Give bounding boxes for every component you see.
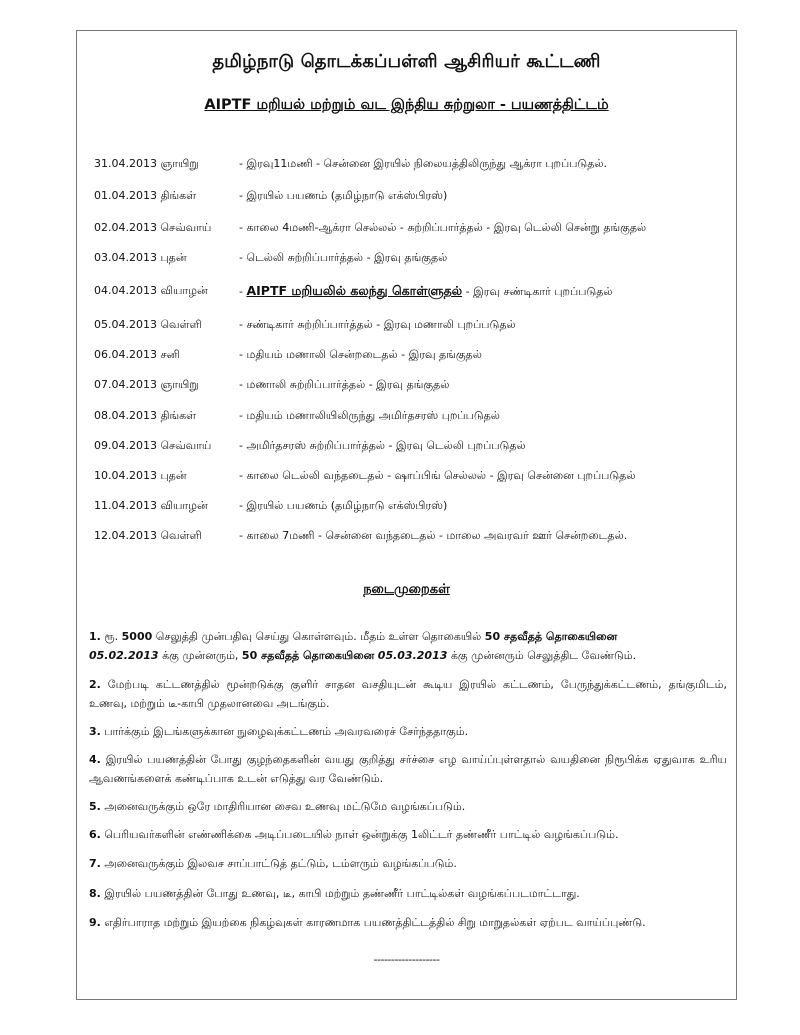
rule-number: 4. (89, 753, 101, 766)
itinerary-description: - காலை டெல்லி வந்தடைதல் - ஷாப்பிங் செல்லல் - இரவு சென்னை புறப்படுதல் (239, 469, 636, 482)
rule-item-3 (89, 723, 727, 742)
itinerary-date: 05.04.2013 வெள்ளி (94, 318, 202, 331)
rule-text: அனைவருக்கும் இலவச சாப்பாட்டுத் தட்டும், டம்ளரும் வழங்கப்படும். (100, 857, 457, 870)
itinerary-description: - டெல்லி சுற்றிப்பார்த்தல் - இரவு தங்குதல் (239, 251, 448, 264)
rule-item-1 (89, 628, 727, 665)
itinerary-date: 10.04.2013 புதன் (94, 469, 187, 482)
document-page (76, 30, 737, 1000)
itinerary-description: - இரயில் பயணம் (தமிழ்நாடு எக்ஸ்பிரஸ்) (239, 189, 448, 202)
itinerary-date: 01.04.2013 திங்கள் (94, 189, 197, 202)
rule-number: 9. (89, 916, 101, 929)
itinerary-description (239, 284, 613, 299)
rule-text: ரூ. (100, 630, 122, 643)
rule-text: செலுத்தி முன்பதிவு செய்து கொள்ளவும். மீதம் உள்ள தொகையில் (152, 630, 485, 643)
rule-number: 1. (89, 630, 101, 643)
itinerary-date: 02.04.2013 செவ்வாய் (94, 221, 212, 234)
itinerary-description: - மணாலி சுற்றிப்பார்த்தல் - இரவு தங்குதல் (239, 378, 450, 391)
rule-number: 3. (89, 725, 101, 738)
itinerary-date: 11.04.2013 வியாழன் (94, 499, 208, 512)
rule-number: 5. (89, 800, 101, 813)
itinerary-description: - மதியம் மணாலியிலிருந்து அமிர்தசரஸ் புறப்படுதல் (239, 409, 500, 422)
rule-number: 8. (89, 887, 101, 900)
itinerary-description: - காலை 7மணி - சென்னை வந்தடைதல் - மாலை அவரவர் ஊர் சென்றடைதல். (239, 529, 628, 542)
rule-item-4 (89, 751, 727, 788)
rule-emphasis: 50 சதவீதத் தொகையினை (484, 630, 618, 643)
page-subtitle: AIPTF மறியல் மற்றும் வட இந்திய சுற்றுலா - பயணத்திட்டம் (204, 97, 609, 113)
rule-item-9 (89, 914, 727, 933)
rule-text: இரயில் பயணத்தின் போது உணவு, டீ, காபி மற்றும் தண்ணீர் பாட்டில்கள் வழங்கப்படமாட்டாது. (100, 887, 580, 900)
itinerary-description: - மதியம் மணாலி சென்றடைதல் - இரவு தங்குதல் (239, 348, 482, 361)
itinerary-date: 12.04.2013 வெள்ளி (94, 529, 202, 542)
itinerary-description: - சண்டிகார் சுற்றிப்பார்த்தல் - இரவு மணாலி புறப்படுதல் (239, 318, 516, 331)
end-separator: ------------------- (373, 953, 440, 966)
rule-text: பார்க்கும் இடங்களுக்கான நுழைவுக்கட்டணம் அவரவரைச் சேர்ந்ததாகும். (100, 725, 469, 738)
rule-text: எதிர்பாராத மற்றும் இயற்கை நிகழ்வுகள் காரணமாக பயணத்திட்டத்தில் சிறு மாறுதல்கள் ஏற்பட வாய்ப்புண்டு. (100, 916, 646, 929)
rule-date: 05.02.2013 (89, 648, 159, 662)
rule-text: மேற்படி கட்டணத்தில் மூன்றடுக்கு குளிர் சாதன வசதியுடன் கூடிய இரயில் கட்டணம், பேருந்துக்கட்டணம், தங்குமிடம், உணவு, மற்றும் டீ-காபி முதலானவை அடங்கும். (89, 678, 727, 710)
itinerary-description: - இரயில் பயணம் (தமிழ்நாடு எக்ஸ்பிரஸ்) (239, 499, 448, 512)
rule-text: க்கு முன்னரும், (158, 648, 242, 662)
itinerary-date: 06.04.2013 சனி (94, 348, 180, 361)
rule-item-5 (89, 798, 727, 817)
rule-text: க்கு முன்னரும் செலுத்திட வேண்டும். (447, 648, 637, 662)
rule-item-8 (89, 885, 727, 904)
itinerary-description: - அமிர்தசரஸ் சுற்றிப்பார்த்தல் - இரவு டெல்லி புறப்படுதல் (239, 439, 526, 452)
itinerary-highlight: AIPTF மறியலில் கலந்து கொள்ளுதல் (246, 283, 463, 298)
rule-text: அனைவருக்கும் ஒரே மாதிரியான சைவ உணவு மட்டுமே வழங்கப்படும். (100, 800, 466, 813)
rule-amount: 5000 (121, 630, 153, 643)
itinerary-date: 07.04.2013 ஞாயிறு (94, 378, 199, 391)
rule-text: பெரியவர்களின் எண்ணிக்கை அடிப்படையில் நாள் ஒன்றுக்கு 1லிட்டர் தண்ணீர் பாட்டில் வழங்கப்படும். (100, 828, 619, 841)
rule-date: 05.03.2013 (377, 648, 448, 662)
rule-emphasis: 50 சதவீதத் தொகையினை (241, 648, 375, 662)
itinerary-date: 31.04.2013 ஞாயிறு (94, 157, 199, 170)
rule-text: இரயில் பயணத்தின் போது குழந்தைகளின் வயது குறித்து சர்ச்சை எழ வாய்ப்புள்ளதால் வயதினை நிரூபிக்க ஏதுவாக உரிய ஆவணங்களைக் கண்டிப்பாக உடன் எடுத்து வர வேண்டும். (89, 753, 727, 785)
rules-heading: நடைமுறைகள் (363, 582, 450, 597)
itinerary-description: - இரவு11மணி - சென்னை இரயில் நிலையத்திலிருந்து ஆக்ரா புறப்படுதல். (239, 157, 608, 170)
rule-item-6 (89, 826, 727, 845)
itinerary-desc-prefix: - (239, 285, 247, 298)
itinerary-date: 08.04.2013 திங்கள் (94, 409, 197, 422)
rule-number: 7. (89, 857, 101, 870)
rule-number: 6. (89, 828, 101, 841)
itinerary-date: 04.04.2013 வியாழன் (94, 284, 208, 297)
page-title: தமிழ்நாடு தொடக்கப்பள்ளி ஆசிரியர் கூட்டணி (212, 51, 601, 72)
rule-item-7 (89, 855, 727, 874)
rule-item-2 (89, 676, 727, 713)
rule-number: 2. (89, 678, 101, 691)
itinerary-description: - காலை 4மணி-ஆக்ரா செல்லல் - சுற்றிப்பார்த்தல் - இரவு டெல்லி சென்று தங்குதல் (239, 221, 647, 234)
itinerary-desc-suffix: - இரவு சண்டிகார் புறப்படுதல் (462, 285, 613, 298)
itinerary-date: 03.04.2013 புதன் (94, 251, 187, 264)
itinerary-date: 09.04.2013 செவ்வாய் (94, 439, 212, 452)
